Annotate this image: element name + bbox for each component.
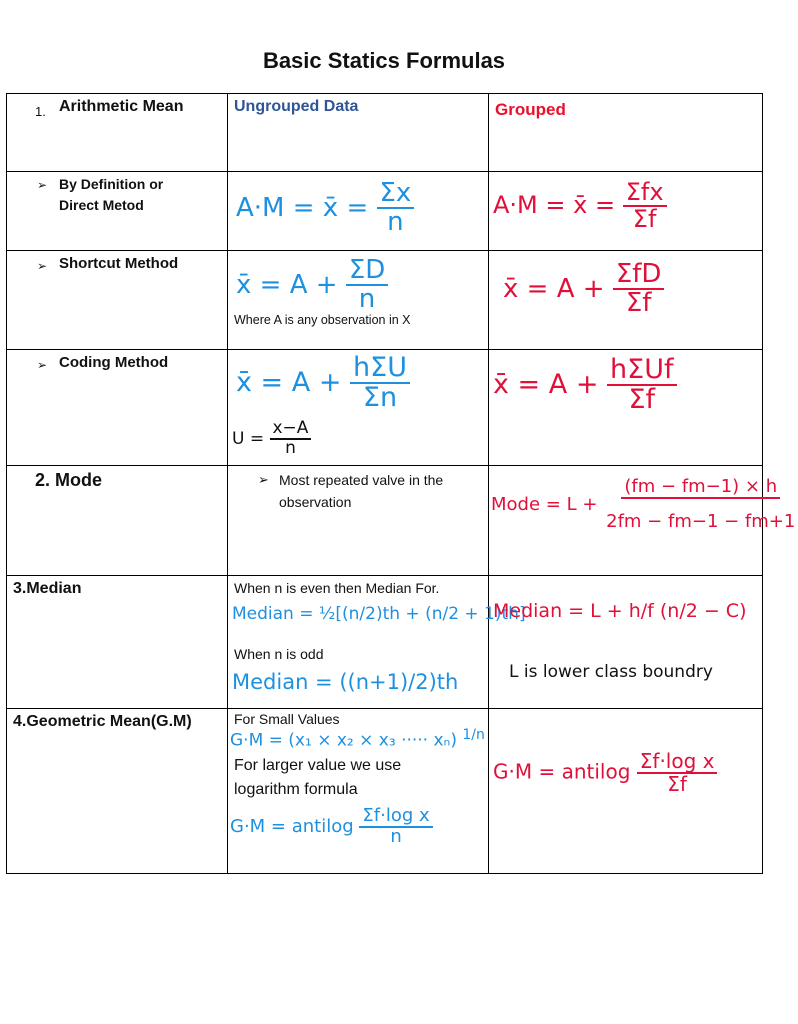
denominator: Σf	[667, 772, 687, 796]
denominator: Σf	[632, 205, 657, 234]
formula-gm-large	[230, 807, 433, 847]
gm-small-note: For Small Values	[234, 711, 340, 727]
formula-u-definition	[232, 420, 311, 458]
cell-median-ungrouped	[228, 576, 526, 709]
denominator: Σf	[628, 384, 656, 416]
row-label: 3.Median	[13, 580, 82, 597]
denominator: Σn	[362, 382, 398, 414]
cell-direct-label	[7, 172, 228, 251]
denominator: n	[387, 207, 404, 238]
formula-lhs: U =	[232, 428, 265, 449]
formula-lhs: G·M = antilog	[493, 759, 631, 784]
arrow-bullet-icon: ➢	[37, 178, 48, 192]
denominator: n	[390, 825, 402, 847]
formula-lhs: x̄ = A +	[503, 273, 605, 304]
cell-coding-grouped	[489, 350, 763, 466]
formula-lhs: A·M = x̄ =	[236, 192, 369, 223]
denominator: n	[285, 437, 296, 458]
cell-shortcut-label	[7, 251, 228, 350]
formula-median-even: Median = ½[(n/2)th + (n/2 + 1)th]	[232, 604, 526, 624]
cell-direct-grouped	[489, 172, 763, 251]
formula-gm-grouped	[493, 751, 717, 795]
cell-header-grouped	[489, 94, 763, 172]
table-row-direct	[7, 172, 763, 251]
table-row-coding	[7, 350, 763, 466]
arrow-bullet-icon: ➢	[37, 358, 48, 372]
page-title: Basic Statics Formulas	[262, 48, 506, 73]
fraction	[346, 257, 388, 314]
fraction	[350, 354, 410, 413]
numerator: Σf·log x	[359, 807, 432, 828]
cell-mode-ungrouped	[228, 466, 489, 576]
cell-shortcut-ungrouped	[228, 251, 489, 350]
formula-lhs: x̄ = A +	[493, 368, 599, 400]
fraction	[270, 420, 312, 458]
column-heading-ungrouped: Ungrouped Data	[234, 98, 359, 115]
mode-description-line1: Most repeated valve in the	[279, 472, 444, 488]
row-index: 1.	[35, 104, 46, 119]
formula-lhs: G·M = (x₁ × x₂ × x₃ ····· xₙ)	[230, 730, 457, 751]
fraction	[377, 180, 415, 237]
formula-coding-ungrouped	[236, 354, 410, 413]
table-row-median	[7, 576, 763, 709]
formula-lhs: x̄ = A +	[236, 269, 338, 300]
formula-shortcut-grouped	[503, 261, 664, 318]
numerator: hΣUf	[607, 356, 676, 386]
formula-mode-grouped	[491, 478, 798, 532]
denominator: Σf	[625, 288, 652, 319]
shortcut-note: Where A is any observation in X	[234, 313, 411, 327]
fraction	[607, 356, 676, 415]
numerator: ΣfD	[613, 261, 665, 290]
cell-header-ungrouped	[228, 94, 489, 172]
median-odd-note: When n is odd	[234, 646, 324, 662]
fraction	[637, 751, 718, 795]
table-row-geometric-mean	[7, 709, 763, 874]
numerator: x−A	[270, 420, 312, 440]
formula-table	[6, 93, 796, 874]
gm-large-note-line1: For larger value we use	[234, 757, 402, 774]
exponent: 1/n	[462, 727, 485, 743]
numerator: Σf·log x	[637, 751, 718, 774]
formula-median-odd: Median = ((n+1)/2)th	[232, 670, 459, 694]
formula-median-grouped: Median = L + h/f (n/2 − C)	[493, 600, 747, 622]
gm-large-note-line2: logarithm formula	[234, 781, 358, 798]
cell-coding-ungrouped	[228, 350, 489, 466]
cell-direct-ungrouped	[228, 172, 489, 251]
cell-median-grouped	[489, 576, 763, 709]
numerator: ΣD	[346, 257, 388, 286]
formula-lhs: A·M = x̄ =	[493, 191, 616, 220]
table-row-mode	[7, 466, 763, 576]
fraction	[359, 807, 432, 847]
mode-description-line2: observation	[279, 494, 352, 510]
cell-coding-label	[7, 350, 228, 466]
formula-gm-small	[230, 727, 485, 751]
column-heading-grouped: Grouped	[495, 100, 566, 119]
row-label-line1: By Definition or	[59, 176, 164, 192]
cell-gm-ungrouped	[228, 709, 489, 874]
median-note: L is lower class boundry	[509, 662, 713, 682]
fraction	[623, 180, 667, 232]
denominator: n	[358, 284, 376, 315]
numerator: Σx	[377, 180, 415, 209]
cell-gm-grouped	[489, 709, 763, 874]
cell-mode-grouped	[489, 466, 796, 576]
formula-am-ungrouped	[236, 180, 414, 237]
cell-shortcut-grouped	[489, 251, 763, 350]
row-label: Shortcut Method	[59, 255, 179, 272]
arrow-bullet-icon: ➢	[37, 259, 48, 273]
table-row-shortcut	[7, 251, 763, 350]
table-row-header	[7, 94, 763, 172]
row-label: 2. Mode	[35, 470, 103, 490]
denominator: 2fm − fm−1 − fm+1	[606, 510, 796, 532]
row-label: Arithmetic Mean	[59, 98, 184, 115]
fraction	[603, 478, 798, 532]
median-even-note: When n is even then Median For.	[234, 580, 440, 596]
row-label: 4.Geometric Mean(G.M)	[13, 713, 192, 730]
row-label-line2: Direct Metod	[59, 197, 144, 213]
formula-shortcut-ungrouped	[236, 257, 388, 314]
formula-lhs: Mode = L +	[491, 493, 598, 515]
row-label: Coding Method	[59, 354, 169, 371]
cell-header-label	[7, 94, 228, 172]
numerator: (fm − fm−1) × h	[621, 478, 780, 499]
cell-median-label	[7, 576, 228, 709]
cell-gm-label	[7, 709, 228, 874]
numerator: Σfx	[623, 180, 667, 207]
formula-lhs: x̄ = A +	[236, 366, 342, 398]
arrow-bullet-icon: ➢	[258, 472, 269, 487]
formula-lhs: G·M = antilog	[230, 815, 354, 837]
fraction	[613, 261, 665, 318]
numerator: hΣU	[350, 354, 410, 384]
formula-am-grouped	[493, 180, 667, 232]
formula-coding-grouped	[493, 356, 677, 415]
cell-mode-label	[7, 466, 228, 576]
